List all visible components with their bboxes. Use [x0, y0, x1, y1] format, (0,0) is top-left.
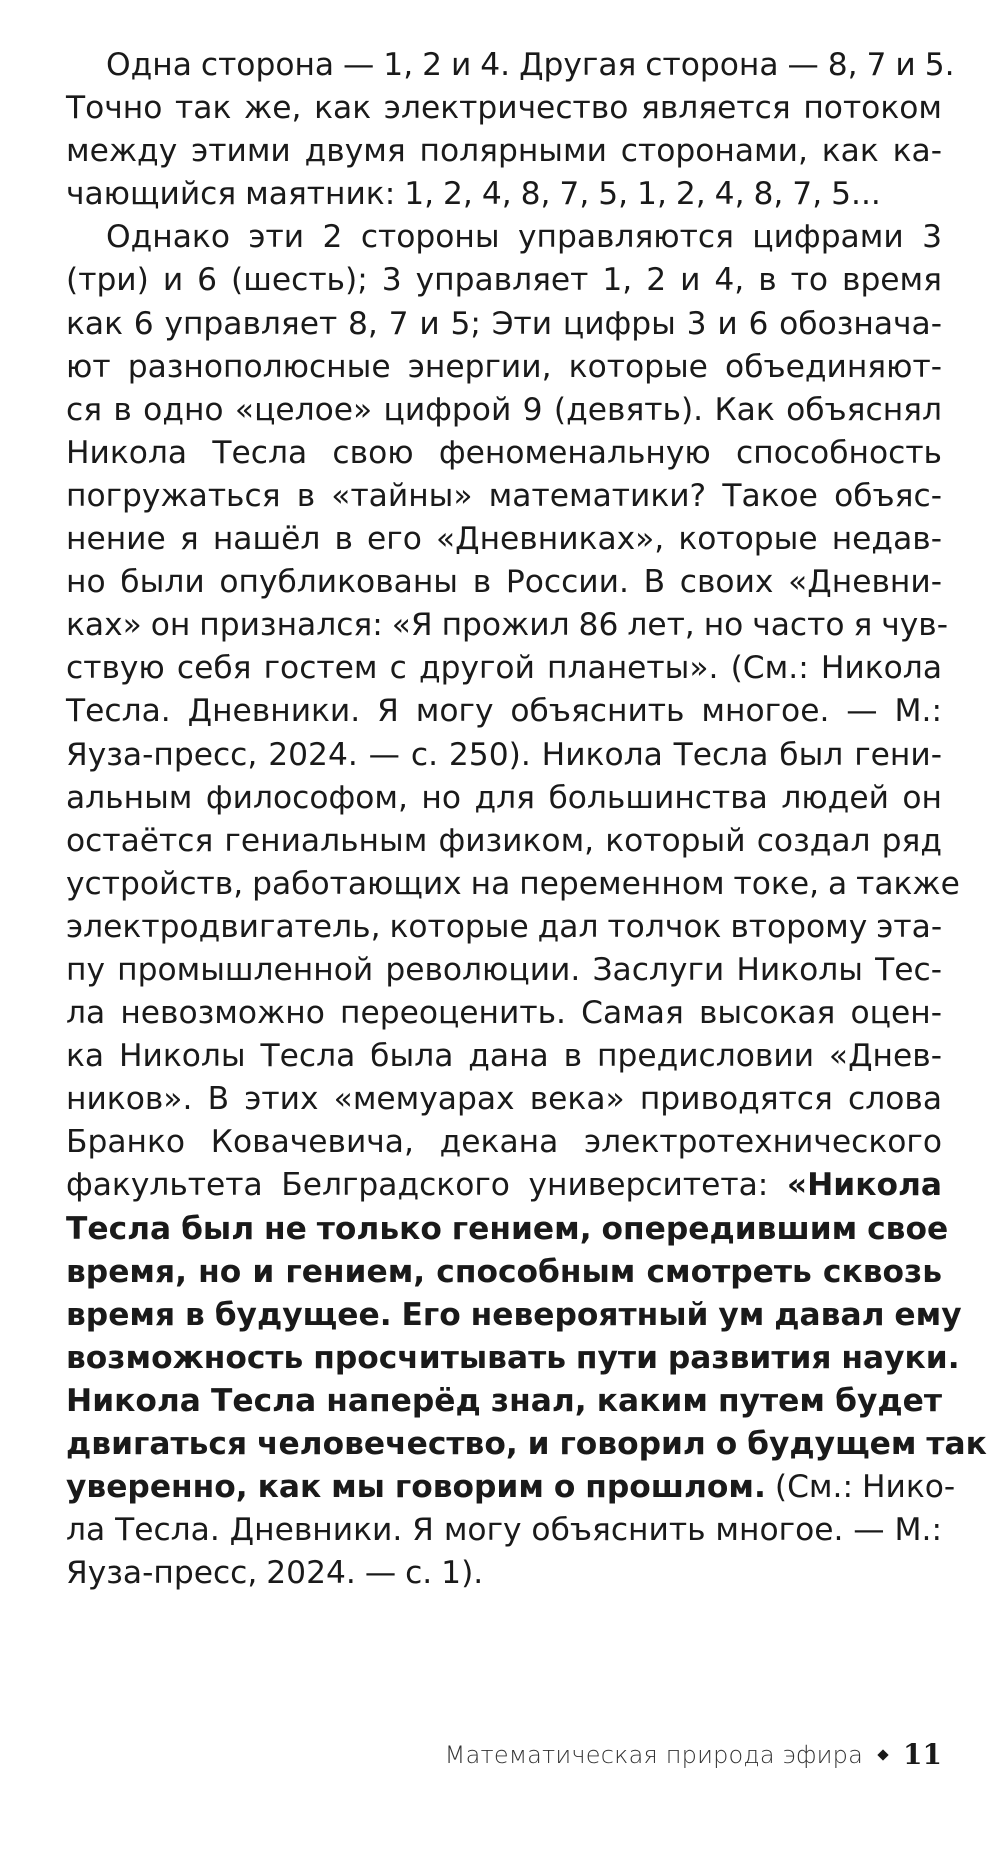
text-line: ка Николы Тесла была дана в предисловии «Днев-	[66, 1038, 942, 1075]
text-line: альным философом, но для большинства людей он	[66, 779, 942, 816]
quote-line: двигаться человечество, и говорил о будущем так	[66, 1426, 987, 1462]
quote-line: время, но и гением, способным смотреть сквозь	[66, 1253, 942, 1290]
text-line: Одна сторона — 1, 2 и 4. Другая сторона — 8, 7 и 5.	[106, 47, 955, 83]
page-footer	[445, 1738, 942, 1771]
text-line: (три) и 6 (шесть); 3 управляет 1, 2 и 4, в то время	[66, 262, 942, 299]
text-line: Яуза-пресс, 2024. — с. 250). Никола Тесла был гени-	[66, 736, 942, 773]
text-run: факультета Белградского университета:	[66, 1167, 787, 1204]
text-line: ла невозможно переоценить. Самая высокая оцен-	[66, 995, 942, 1032]
text-line: но были опубликованы в России. В своих «Дневни-	[66, 564, 942, 601]
quote-line: возможность просчитывать пути развития науки.	[66, 1339, 960, 1376]
page-number: 11	[903, 1738, 942, 1771]
text-line: пу промышленной революции. Заслуги Николы Тес-	[66, 951, 942, 988]
text-line: погружаться в «тайны» математики? Такое объяс-	[66, 477, 942, 514]
text-line: Тесла. Дневники. Я могу объяснить многое. — М.:	[66, 693, 942, 730]
text-line: ся в одно «целое» цифрой 9 (девять). Как объяснял	[66, 391, 942, 428]
text-line: ла Тесла. Дневники. Я могу объяснить многое. — М.:	[66, 1512, 942, 1549]
text-line: остаётся гениальным физиком, который создал ряд	[66, 822, 942, 859]
text-line: Однако эти 2 стороны управляются цифрами 3	[106, 219, 942, 256]
text-line: ках» он признался: «Я прожил 86 лет, но часто я чув-	[66, 607, 948, 644]
quote-line: время в будущее. Его невероятный ум давал ему	[66, 1296, 962, 1333]
text-line: ствую себя гостем с другой планеты». (См.: Никола	[66, 650, 942, 687]
text-line: Точно так же, как электричество является потоком	[66, 90, 942, 127]
text-line: нение я нашёл в его «Дневниках», которые недав-	[66, 521, 942, 558]
quote-start: «Никола	[786, 1167, 942, 1204]
text-line: электродвигатель, которые дал толчок второму эта-	[66, 908, 943, 945]
text-line: ников». В этих «мемуарах века» приводятся слова	[66, 1081, 942, 1118]
text-line: чающийся маятник: 1, 2, 4, 8, 7, 5, 1, 2, 4, 8, 7, 5...	[66, 176, 881, 213]
diamond-bullet-icon	[877, 1749, 888, 1760]
text-line: как 6 управляет 8, 7 и 5; Эти цифры 3 и 6 обознача-	[66, 305, 942, 342]
text-run: (См.: Нико-	[765, 1469, 956, 1506]
text-line-mixed	[66, 1466, 956, 1509]
text-line-mixed	[66, 1164, 942, 1207]
text-line: ют разнополюсные энергии, которые объединяют-	[66, 348, 942, 385]
quote-line: Никола Тесла наперёд знал, каким путем будет	[66, 1382, 942, 1419]
quote-end: уверенно, как мы говорим о прошлом.	[66, 1469, 766, 1506]
quote-line: Тесла был не только гением, опередившим свое	[66, 1210, 949, 1247]
text-line: Бранко Ковачевича, декана электротехнического	[66, 1124, 942, 1161]
body-text	[66, 44, 987, 1595]
text-line: устройств, работающих на переменном токе, а также	[66, 865, 960, 902]
text-line: между этими двумя полярными сторонами, как ка-	[66, 133, 942, 170]
text-line: Яуза-пресс, 2024. — с. 1).	[66, 1555, 484, 1592]
running-title: Математическая природа эфира	[444, 1740, 864, 1769]
text-line: Никола Тесла свою феноменальную способность	[66, 434, 942, 471]
